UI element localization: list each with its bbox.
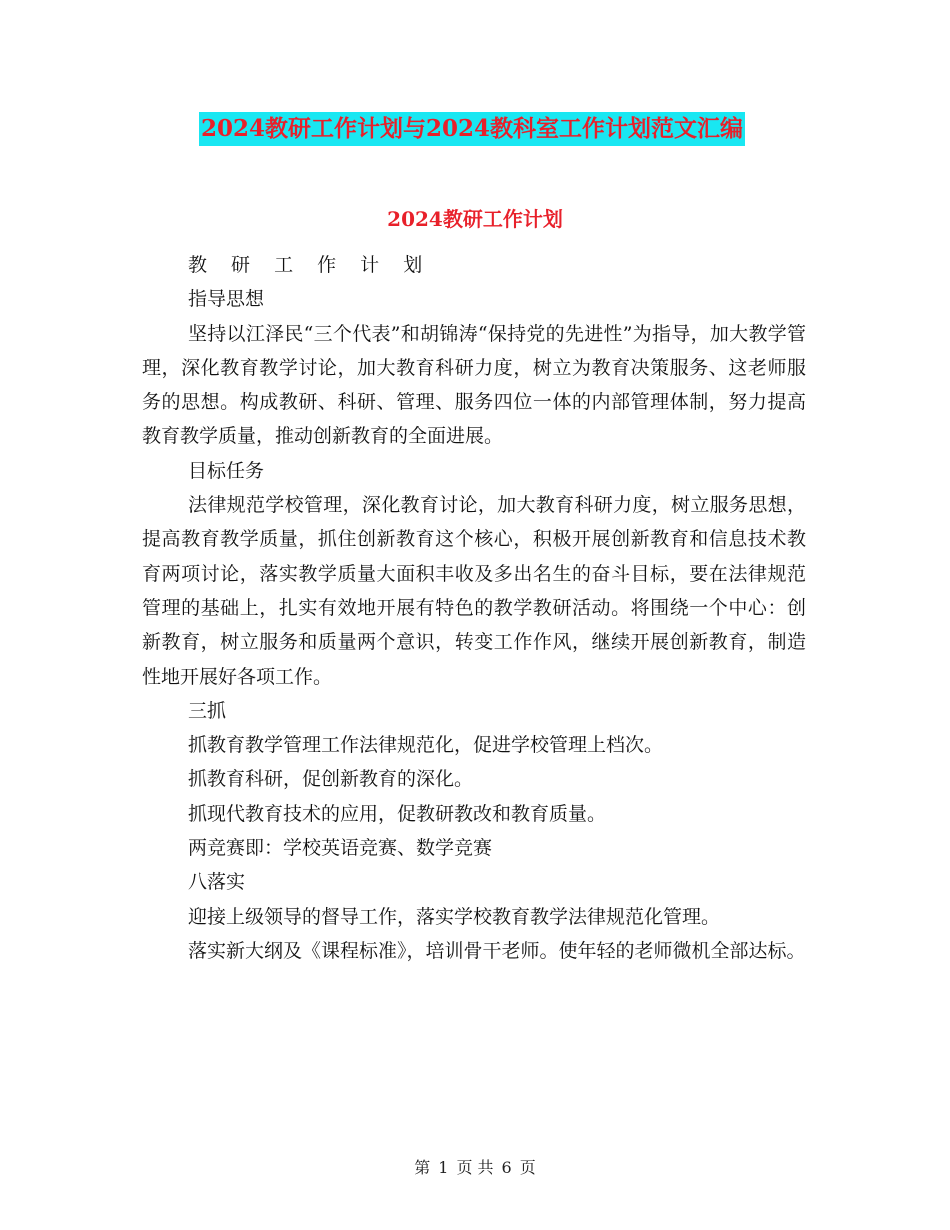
list-item: 抓教育教学管理工作法律规范化，促进学校管理上档次。 (188, 734, 664, 757)
list-item: 抓教育科研，促创新教育的深化。 (188, 768, 474, 791)
paragraph-guiding-thought: 坚持以江泽民“三个代表”和胡锦涛“保持党的先进性”为指导，加大教学管理，深化教育教学讨论，加大教育科研力度，树立为教育决策服务、这老师服务的思想。构成教研、科研、管理、服务四位一体的内部管理体制，努力提高教育教学质量，推动创新教育的全面进展。 (142, 322, 806, 448)
heading-guiding-thought: 指导思想 (188, 288, 265, 311)
footer-prefix: 第 (414, 1158, 431, 1177)
paragraph-goals: 法律规范学校管理，深化教育讨论，加大教育科研力度，树立服务思想，提高教育教学质量，抓住创新教育这个核心，积极开展创新教育和信息技术教育两项讨论，落实教学质量大面积丰收及多出名生的奋斗目标，要在法律规范管理的基础上，扎实有效地开展有特色的教学教研活动。将围绕一个中心：创新教育，树立服务和质量两个意识，转变工作作风，继续开展创新教育，制造性地开展好各项工作。 (142, 494, 806, 688)
heading-eight-implementations: 八落实 (188, 871, 246, 894)
plan-heading: 教 研 工 作 计 划 (188, 254, 432, 276)
list-item: 两竞赛即：学校英语竞赛、数学竞赛 (188, 837, 493, 860)
document-body (142, 248, 806, 968)
heading-three-focuses: 三抓 (188, 699, 227, 722)
total-page-count: 6 (501, 1158, 512, 1177)
list-item: 抓现代教育技术的应用，促教研教改和教育质量。 (188, 802, 607, 825)
section-title: 2024教研工作计划 (387, 207, 563, 231)
current-page-number: 1 (438, 1158, 449, 1177)
list-item: 落实新大纲及《课程标准》，培训骨干老师。使年轻的老师微机全部达标。 (188, 939, 806, 962)
document-title: 2024教研工作计划与2024教科室工作计划范文汇编 (199, 112, 745, 146)
page-footer (0, 1155, 950, 1178)
list-item: 迎接上级领导的督导工作，落实学校教育教学法律规范化管理。 (188, 905, 721, 928)
footer-suffix: 页 (519, 1158, 536, 1177)
heading-goals: 目标任务 (188, 459, 265, 482)
footer-middle: 页 共 (456, 1158, 494, 1177)
